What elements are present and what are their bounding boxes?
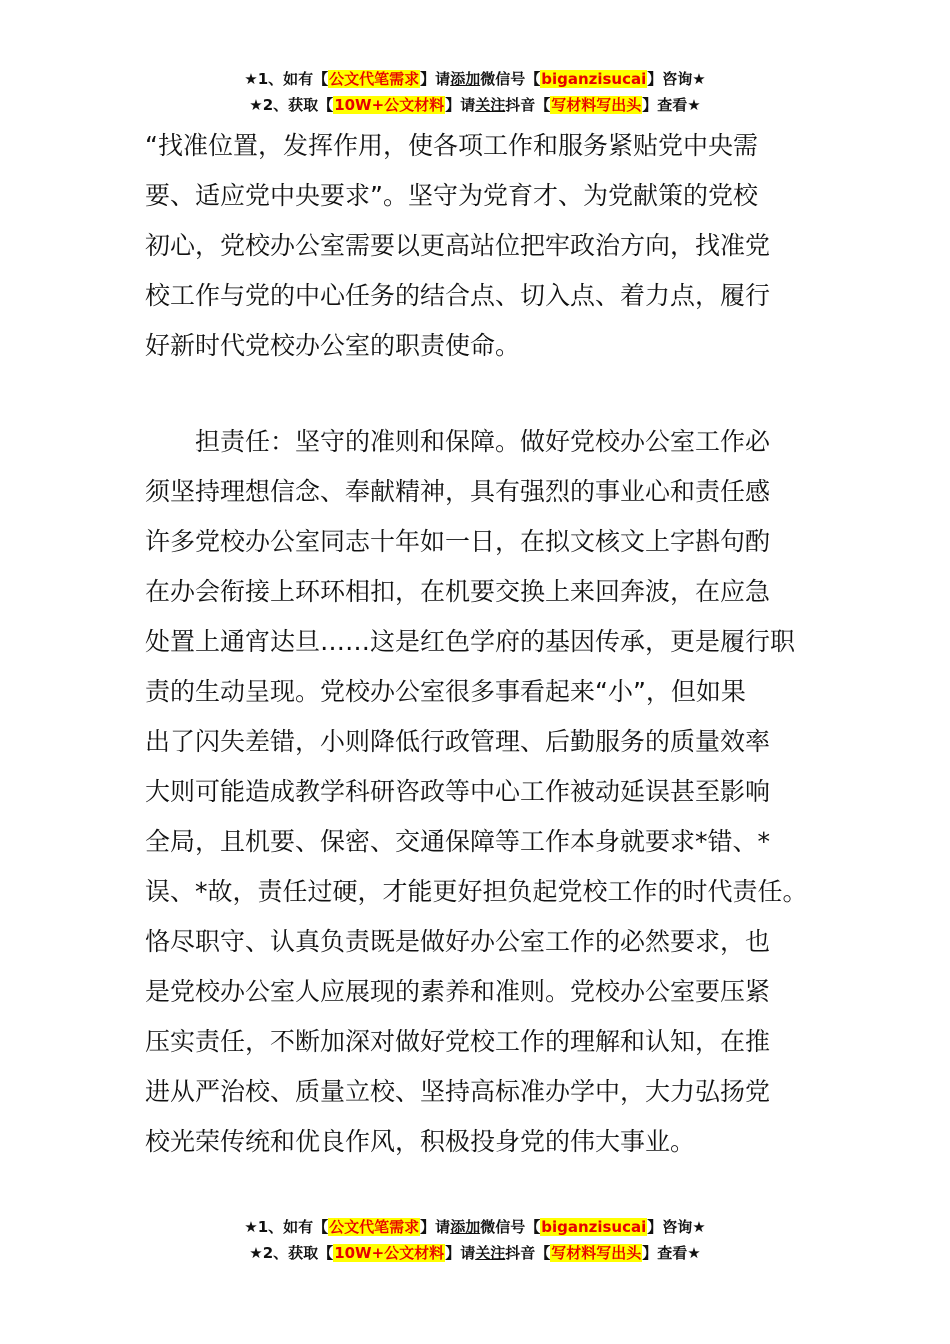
highlight-materials: 10W+公文材料 <box>334 1244 445 1262</box>
text-line: 须坚持理想信念、奉献精神，具有强烈的事业心和责任感 <box>145 477 771 506</box>
text-line: 出了闪失差错，小则降低行政管理、后勤服务的质量效率 <box>145 727 771 756</box>
promo-text: 2、获取【 <box>262 1244 334 1262</box>
promo-banner-bottom <box>0 1214 950 1266</box>
promo-line-1 <box>0 1214 950 1240</box>
text-line: 恪尽职守、认真负责既是做好办公室工作的必然要求，也 <box>145 927 771 956</box>
star-icon: ★ <box>249 96 263 114</box>
text-line: 大则可能造成教学科研咨政等中心工作被动延误甚至影响 <box>145 777 771 806</box>
text-line: 好新时代党校办公室的职责使命。 <box>145 331 521 360</box>
highlight-service: 公文代笔需求 <box>329 1218 420 1236</box>
underlined-text: 关注 <box>475 96 506 114</box>
underlined-text: 添加 <box>450 70 481 88</box>
promo-text: 】请 <box>445 96 476 114</box>
promo-text: 】请 <box>445 1244 476 1262</box>
star-icon: ★ <box>244 1218 258 1236</box>
text-line: 误、*故，责任过硬，才能更好担负起党校工作的时代责任。 <box>145 877 808 906</box>
promo-text: 】查看★ <box>642 1244 701 1262</box>
highlight-materials: 10W+公文材料 <box>334 96 445 114</box>
text-line: 要、适应党中央要求”。坚守为党育才、为党献策的党校 <box>145 181 758 210</box>
text-line: 许多党校办公室同志十年如一日，在拟文核文上字斟句酌 <box>145 527 771 556</box>
underlined-text: 关注 <box>475 1244 506 1262</box>
promo-text: 微信号【 <box>480 1218 541 1236</box>
promo-text: 抖音【 <box>505 1244 551 1262</box>
underlined-text: 添加 <box>450 1218 481 1236</box>
text-line: 担责任：坚守的准则和保障。做好党校办公室工作必 <box>195 427 771 456</box>
promo-text: 】咨询★ <box>647 1218 706 1236</box>
paragraph-2 <box>145 417 825 1167</box>
paragraph-1 <box>145 121 825 371</box>
promo-text: 微信号【 <box>480 70 541 88</box>
text-line: 责的生动呈现。党校办公室很多事看起来“小”，但如果 <box>145 677 746 706</box>
promo-text: 】请 <box>420 1218 451 1236</box>
promo-text: 】咨询★ <box>647 70 706 88</box>
highlight-douyin-id: 写材料写出头 <box>551 96 642 114</box>
promo-line-2 <box>0 1240 950 1266</box>
highlight-service: 公文代笔需求 <box>329 70 420 88</box>
text-line: 校工作与党的中心任务的结合点、切入点、着力点，履行 <box>145 281 771 310</box>
text-line: 全局，且机要、保密、交通保障等工作本身就要求*错、* <box>145 827 771 856</box>
highlight-douyin-id: 写材料写出头 <box>551 1244 642 1262</box>
promo-text: 】请 <box>420 70 451 88</box>
text-line: 处置上通宵达旦……这是红色学府的基因传承，更是履行职 <box>145 627 796 656</box>
promo-text: 1、如有【 <box>257 1218 329 1236</box>
promo-text: 】查看★ <box>642 96 701 114</box>
text-line: 校光荣传统和优良作风，积极投身党的伟大事业。 <box>145 1127 696 1156</box>
promo-text: 抖音【 <box>505 96 551 114</box>
text-line: 在办会衔接上环环相扣，在机要交换上来回奔波，在应急 <box>145 577 771 606</box>
star-icon: ★ <box>249 1244 263 1262</box>
promo-line-1 <box>0 66 950 92</box>
text-line: 进从严治校、质量立校、坚持高标准办学中，大力弘扬党 <box>145 1077 771 1106</box>
text-line: 是党校办公室人应展现的素养和准则。党校办公室要压紧 <box>145 977 771 1006</box>
promo-text: 2、获取【 <box>262 96 334 114</box>
highlight-wechat-id: biganzisucai <box>541 70 647 88</box>
text-line: 压实责任，不断加深对做好党校工作的理解和认知，在推 <box>145 1027 771 1056</box>
highlight-wechat-id: biganzisucai <box>541 1218 647 1236</box>
promo-line-2 <box>0 92 950 118</box>
star-icon: ★ <box>244 70 258 88</box>
text-line: “找准位置，发挥作用，使各项工作和服务紧贴党中央需 <box>145 131 758 160</box>
text-line: 初心，党校办公室需要以更高站位把牢政治方向，找准党 <box>145 231 771 260</box>
promo-text: 1、如有【 <box>257 70 329 88</box>
promo-banner-top <box>0 66 950 118</box>
